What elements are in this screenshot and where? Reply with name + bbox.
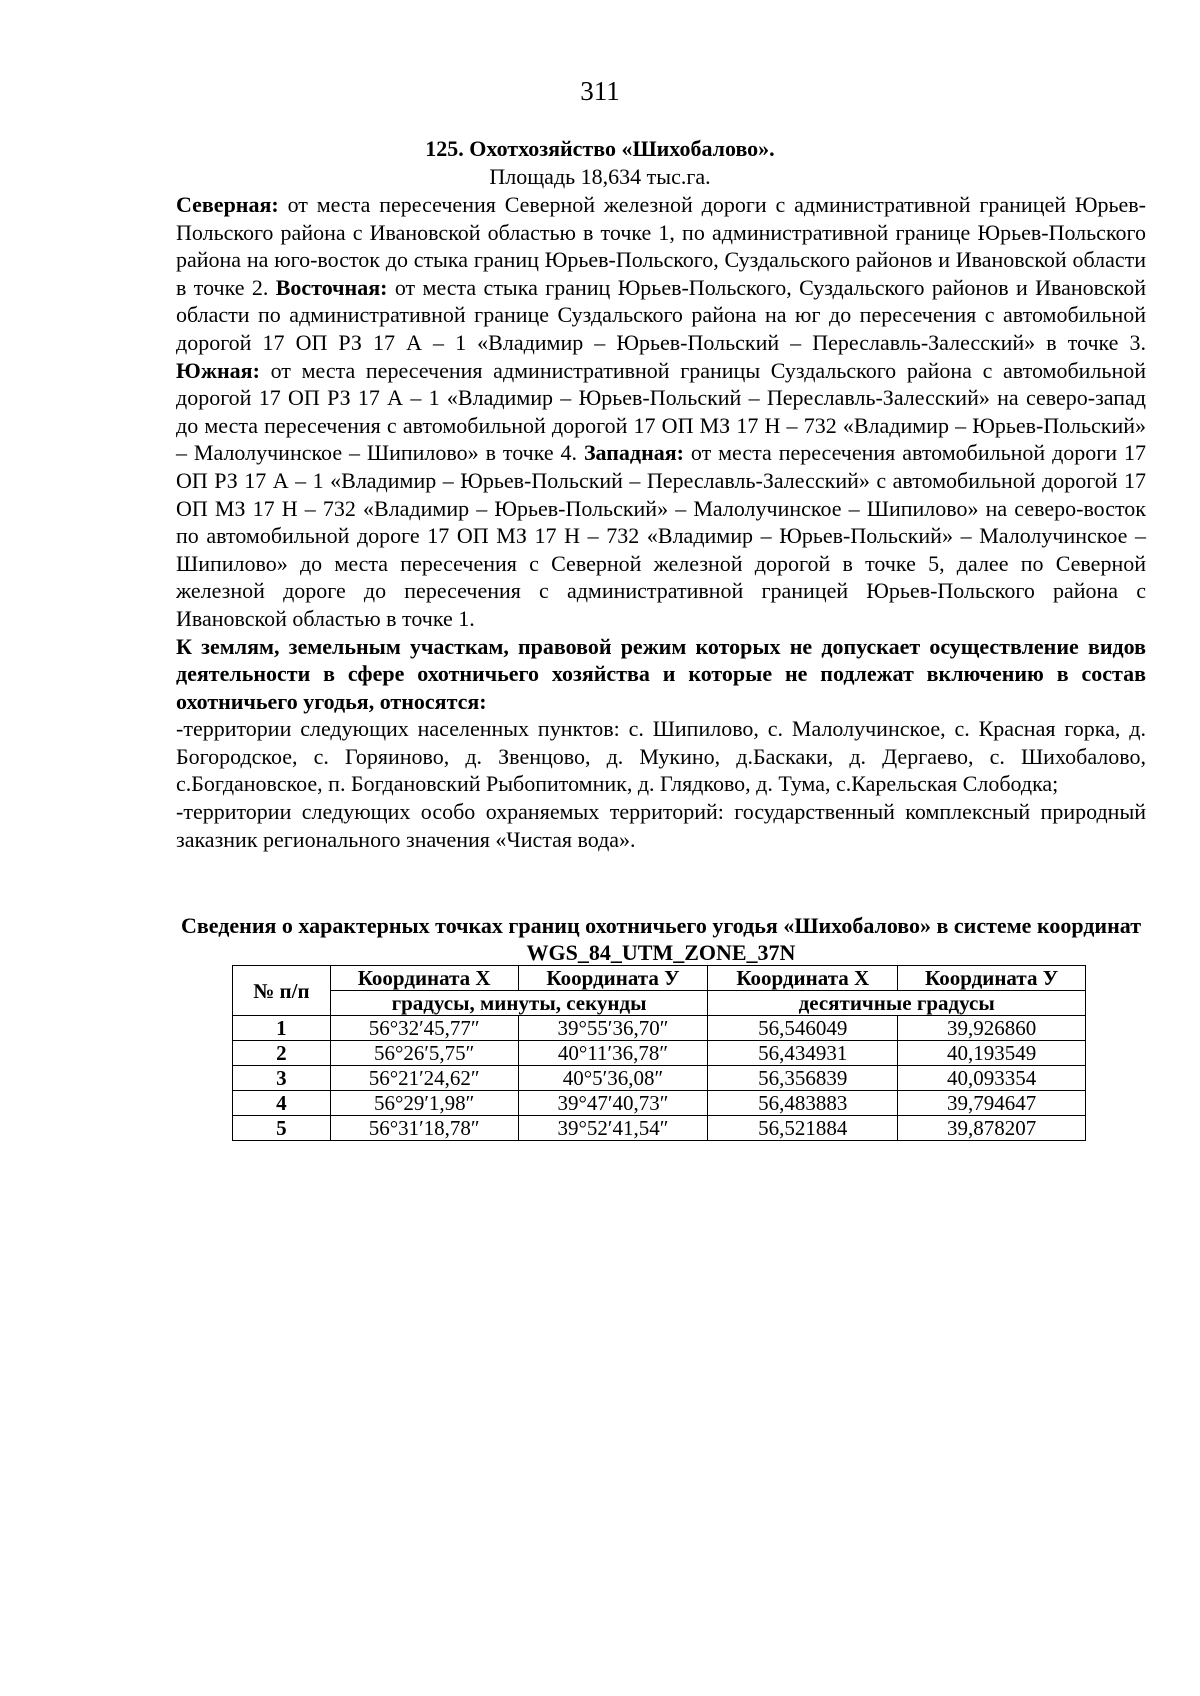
- point-number: 2: [233, 1041, 331, 1066]
- y-decimal-cell: 39,926860: [898, 1016, 1086, 1041]
- table-subheader-row: [233, 991, 1086, 1016]
- header-x-decimal: Координата X: [708, 966, 898, 991]
- excluded-settlements: -территории следующих населенных пунктов: с. Шипилово, с. Малолучинское, с. Красная горка, д. Богородское, с. Горяиново, д. Звенцово, д. Мукино, д.Баскаки, д. Дергаево, с. Шихобалово, с.Богдановское, п. Богдановский Рыбопитомник, д. Глядково, д. Тума, с.Карельская Слободка;: [176, 716, 1146, 797]
- section-title: 125. Охотхозяйство «Шихобалово».: [425, 136, 775, 161]
- y-decimal-cell: 39,794647: [898, 1091, 1086, 1116]
- y-decimal-cell: 40,093354: [898, 1066, 1086, 1091]
- table-row: [233, 1116, 1086, 1141]
- y-decimal-cell: 39,878207: [898, 1116, 1086, 1141]
- table-header-row: [233, 966, 1086, 991]
- north-boundary-text: от места пересечения Северной железной дороги с административной границей Юрьев-Польского района с Ивановской областью в точке 1, по административной границе Юрьев-Польского района на юго-восток до стыка границ Юрьев-Польского, Суздальского районов и Ивановской области в точке 2.: [176, 192, 1146, 300]
- x-dms-cell: 56°31′18,78″: [330, 1116, 518, 1141]
- x-dms-cell: 56°26′5,75″: [330, 1041, 518, 1066]
- header-dms-units: градусы, минуты, секунды: [330, 991, 708, 1016]
- y-dms-cell: 40°5′36,08″: [518, 1066, 708, 1091]
- point-number: 4: [233, 1091, 331, 1116]
- y-dms-cell: 39°47′40,73″: [518, 1091, 708, 1116]
- point-number: 5: [233, 1116, 331, 1141]
- coordinates-table: [232, 965, 1086, 1141]
- area-line: Площадь 18,634 тыс.га.: [489, 164, 711, 189]
- west-boundary-label: Западная:: [583, 440, 684, 466]
- document-body: [176, 191, 1146, 853]
- table-row: [233, 1066, 1086, 1091]
- header-y-dms: Координата У: [518, 966, 708, 991]
- point-number: 3: [233, 1066, 331, 1091]
- header-y-decimal: Координата У: [898, 966, 1086, 991]
- y-dms-cell: 39°55′36,70″: [518, 1016, 708, 1041]
- east-boundary-label: Восточная:: [275, 274, 388, 300]
- east-boundary-text: от места стыка границ Юрьев-Польского, Суздальского районов и Ивановской области по административной границе Суздальского района на юг до пересечения с автомобильной дорогой 17 ОП РЗ 17 А – 1 «Владимир – Юрьев-Польский – Переславль-Залесский» в точке 3.: [176, 274, 1146, 355]
- y-dms-cell: 40°11′36,78″: [518, 1041, 708, 1066]
- y-dms-cell: 39°52′41,54″: [518, 1116, 708, 1141]
- south-boundary-text: от места пересечения административной границы Суздальского района с автомобильной дорогой 17 ОП РЗ 17 А – 1 «Владимир – Юрьев-Польский – Переславль-Залесский» на северо-запад до места пересечения с автомобильной дорогой 17 ОП МЗ 17 Н – 732 «Владимир – Юрьев-Польский» – Малолучинское – Шипилово» в точке 4.: [176, 357, 1146, 466]
- y-decimal-cell: 40,193549: [898, 1041, 1086, 1066]
- page-number: 311: [580, 76, 620, 106]
- table-row: [233, 1016, 1086, 1041]
- boundary-description: [176, 191, 1146, 633]
- x-dms-cell: 56°32′45,77″: [330, 1016, 518, 1041]
- south-boundary-label: Южная:: [176, 357, 260, 383]
- x-decimal-cell: 56,521884: [708, 1116, 898, 1141]
- x-decimal-cell: 56,483883: [708, 1091, 898, 1116]
- north-boundary-label: Северная:: [176, 192, 279, 217]
- header-decimal-units: десятичные градусы: [708, 991, 1086, 1016]
- table-row: [233, 1091, 1086, 1116]
- x-decimal-cell: 56,356839: [708, 1066, 898, 1091]
- excluded-protected-areas: -территории следующих особо охраняемых территорий: государственный комплексный природный заказник регионального значения «Чистая вода».: [176, 799, 1146, 852]
- x-decimal-cell: 56,434931: [708, 1041, 898, 1066]
- point-number: 1: [233, 1016, 331, 1041]
- table-caption: Сведения о характерных точках границ охотничьего угодья «Шихобалово» в системе координат WGS_84_UTM_ZONE_37N: [181, 913, 1141, 965]
- table-row: [233, 1041, 1086, 1066]
- x-dms-cell: 56°29′1,98″: [330, 1091, 518, 1116]
- header-number: № п/п: [233, 966, 331, 1016]
- header-x-dms: Координата X: [330, 966, 518, 991]
- west-boundary-text: от места пересечения автомобильной дороги 17 ОП РЗ 17 А – 1 «Владимир – Юрьев-Польский – Переславль-Залесский» с автомобильной дорогой 17 ОП МЗ 17 Н – 732 «Владимир – Юрьев-Польский» – Малолучинское – Шипилово» на северо-восток по автомобильной дороге 17 ОП МЗ 17 Н – 732 «Владимир – Юрьев-Польский» – Малолучинское – Шипилово» до места пересечения с Северной железной дорогой в точке 5, далее по Северной железной дороге до пересечения с административной границей Юрьев-Польского района с Ивановской областью в точке 1.: [176, 440, 1146, 631]
- x-decimal-cell: 56,546049: [708, 1016, 898, 1041]
- x-dms-cell: 56°21′24,62″: [330, 1066, 518, 1091]
- excluded-lands-heading: К землям, земельным участкам, правовой режим которых не допускает осуществление видов деятельности в сфере охотничьего хозяйства и которые не подлежат включению в состав охотничьего угодья, относятся:: [176, 633, 1146, 714]
